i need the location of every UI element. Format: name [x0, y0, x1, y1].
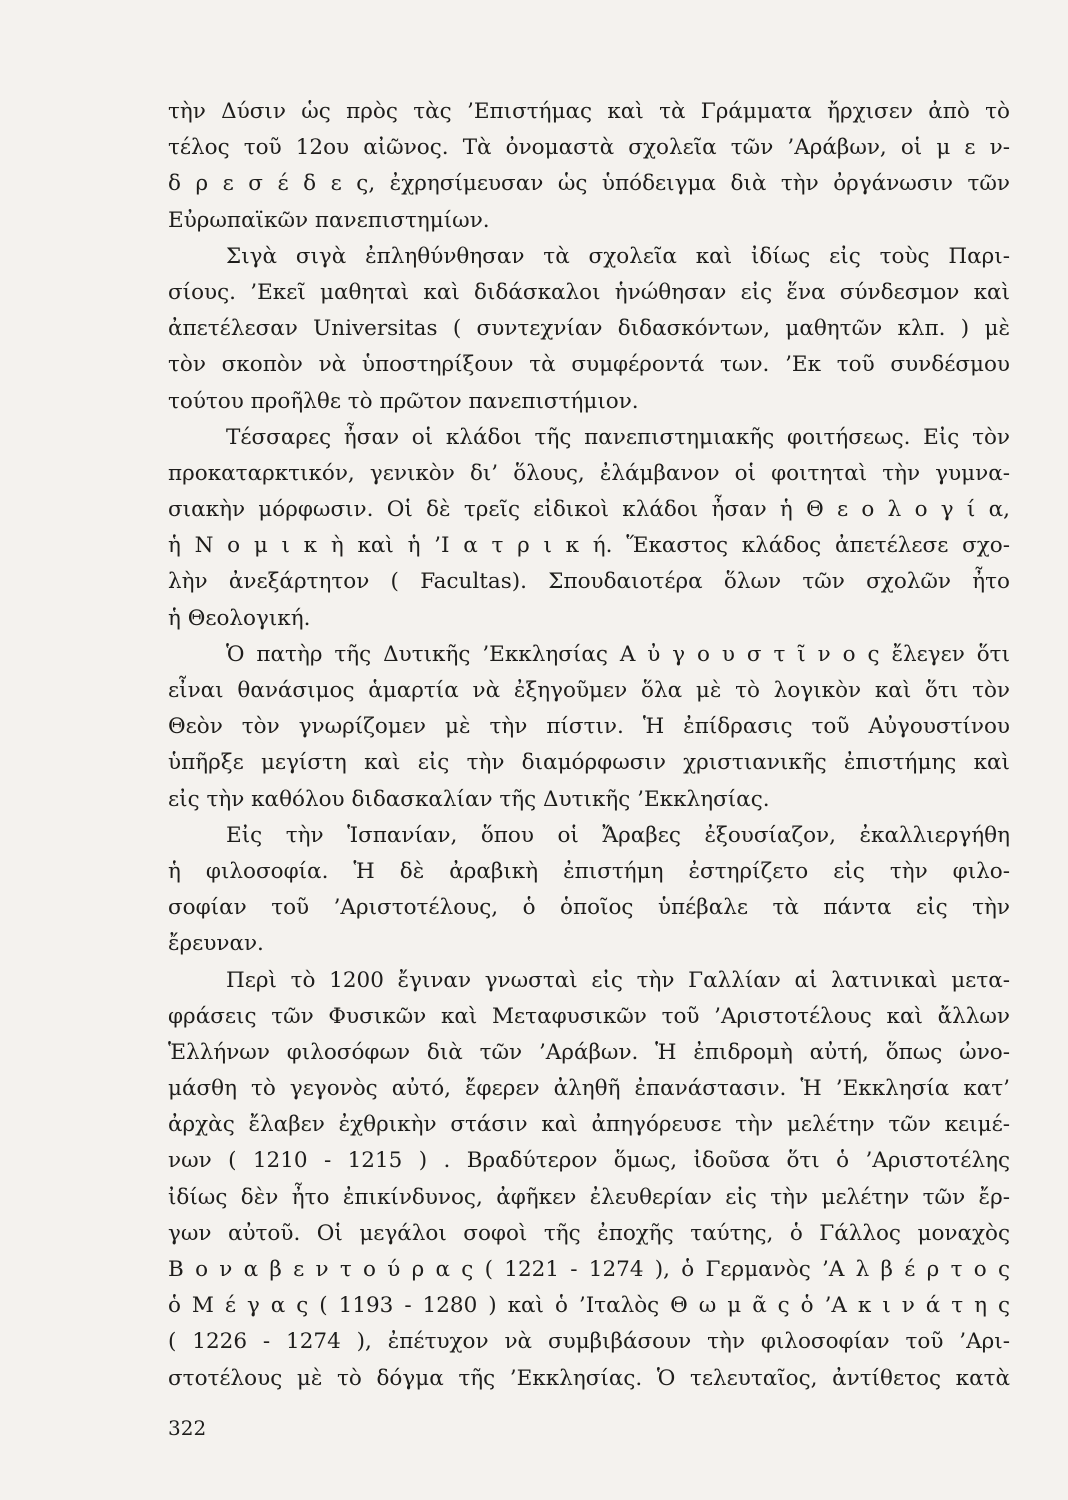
text-line: εἰς τὴν καθόλου διδασκαλίαν τῆς Δυτικῆς ’Εκκλησίας. [168, 786, 770, 812]
text-line: δ ρ ε σ έ δ ε ς, ἐχρησίμευσαν ὡς ὑπόδειγμα διὰ τὴν ὀργάνωσιν τῶν [168, 171, 1010, 197]
text-line: Εὐρωπαϊκῶν πανεπιστημίων. [168, 207, 490, 233]
text-line: προκαταρκτικόν, γενικὸν δι’ ὅλους, ἐλάμβανον οἱ φοιτηταὶ τὴν γυμνα- [168, 460, 1010, 486]
text-line: νων ( 1210 - 1215 ) . Βραδύτερον ὅμως, ἰδοῦσα ὅτι ὁ ’Αριστοτέλης [168, 1148, 1010, 1174]
body-text [168, 94, 1010, 1397]
text-line: ( 1226 - 1274 ), ἐπέτυχον νὰ συμβιβάσουν τὴν φιλοσοφίαν τοῦ ’Αρι- [168, 1329, 1010, 1355]
text-line: στοτέλους μὲ τὸ δόγμα τῆς ’Εκκλησίας. Ὁ τελευταῖος, ἀντίθετος κατὰ [168, 1365, 1010, 1391]
text-line: ἔρευναν. [168, 931, 264, 957]
text-line: λὴν ἀνεξάρτητον ( Facultas). Σπουδαιοτέρα ὅλων τῶν σχολῶν ἦτο [168, 569, 1010, 595]
text-line: σιακὴν μόρφωσιν. Οἱ δὲ τρεῖς εἰδικοὶ κλάδοι ἦσαν ἡ Θ ε ο λ ο γ ί α, [168, 497, 1010, 523]
text-line: Ὁ πατὴρ τῆς Δυτικῆς ’Εκκλησίας Α ὐ γ ο υ σ τ ῖ ν ο ς ἔλεγεν ὅτι [226, 641, 1010, 667]
text-line: ἡ φιλοσοφία. Ἡ δὲ ἀραβικὴ ἐπιστήμη ἐστηρίζετο εἰς τὴν φιλο- [168, 858, 1010, 884]
text-line: ἀρχὰς ἔλαβεν ἐχθρικὴν στάσιν καὶ ἀπηγόρευσε τὴν μελέτην τῶν κειμέ- [168, 1112, 1010, 1138]
text-line: ἡ Θεολογική. [168, 605, 311, 631]
text-line: γων αὐτοῦ. Οἱ μεγάλοι σοφοὶ τῆς ἐποχῆς ταύτης, ὁ Γάλλος μοναχὸς [168, 1220, 1010, 1246]
text-line: σοφίαν τοῦ ’Αριστοτέλους, ὁ ὁποῖος ὑπέβαλε τὰ πάντα εἰς τὴν [168, 895, 1010, 921]
text-line: ἰδίως δὲν ἦτο ἐπικίνδυνος, ἀφῆκεν ἐλευθερίαν εἰς τὴν μελέτην τῶν ἔρ- [168, 1184, 1010, 1210]
text-line: Ἑλλήνων φιλοσόφων διὰ τῶν ’Αράβων. Ἡ ἐπιδρομὴ αὐτή, ὅπως ὠνο- [168, 1039, 1010, 1065]
text-line: σίους. ’Εκεῖ μαθηταὶ καὶ διδάσκαλοι ἡνώθησαν εἰς ἕνα σύνδεσμον καὶ [168, 279, 1010, 305]
text-line: Θεὸν τὸν γνωρίζομεν μὲ τὴν πίστιν. Ἡ ἐπίδρασις τοῦ Αὐγουστίνου [168, 714, 1010, 740]
text-line: εἶναι θανάσιμος ἁμαρτία νὰ ἐξηγοῦμεν ὅλα μὲ τὸ λογικὸν καὶ ὅτι τὸν [168, 678, 1010, 703]
text-line: ἀπετέλεσαν Universitas ( συντεχνίαν διδασκόντων, μαθητῶν κλπ. ) μὲ [168, 316, 1010, 342]
page-number: 322 [168, 1416, 207, 1440]
text-line: τὸν σκοπὸν νὰ ὑποστηρίξουν τὰ συμφέροντά των. ’Εκ τοῦ συνδέσμου [168, 352, 1010, 378]
text-line: Περὶ τὸ 1200 ἔγιναν γνωσταὶ εἰς τὴν Γαλλίαν αἱ λατινικαὶ μετα- [226, 967, 1010, 993]
text-line: Εἰς τὴν Ἱσπανίαν, ὅπου οἱ Ἄραβες ἐξουσίαζον, ἐκαλλιεργήθη [226, 822, 1010, 848]
text-line: ἡ Ν ο μ ι κ ὴ καὶ ἡ ’Ι α τ ρ ι κ ή. Ἕκαστος κλάδος ἀπετέλεσε σχο- [168, 533, 1010, 559]
text-line: Σιγὰ σιγὰ ἐπληθύνθησαν τὰ σχολεῖα καὶ ἰδίως εἰς τοὺς Παρι- [226, 243, 1010, 269]
text-line: Β ο ν α β ε ν τ ο ύ ρ α ς ( 1221 - 1274 ), ὁ Γερμανὸς ’Α λ β έ ρ τ ο ς [168, 1257, 1010, 1282]
text-line: Τέσσαρες ἦσαν οἱ κλάδοι τῆς πανεπιστημιακῆς φοιτήσεως. Εἰς τὸν [226, 424, 1010, 450]
text-line: τὴν Δύσιν ὡς πρὸς τὰς ’Επιστήμας καὶ τὰ Γράμματα ἤρχισεν ἀπὸ τὸ [168, 99, 1010, 124]
text-line: μάσθη τὸ γεγονὸς αὐτό, ἔφερεν ἀληθῆ ἐπανάστασιν. Ἡ ’Εκκλησία κατ’ [168, 1076, 1010, 1102]
text-line: φράσεις τῶν Φυσικῶν καὶ Μεταφυσικῶν τοῦ ’Αριστοτέλους καὶ ἄλλων [168, 1003, 1010, 1029]
text-line: ὑπῆρξε μεγίστη καὶ εἰς τὴν διαμόρφωσιν χριστιανικῆς ἐπιστήμης καὶ [168, 750, 1010, 776]
text-line: τέλος τοῦ 12ου αἰῶνος. Τὰ ὀνομαστὰ σχολεῖα τῶν ’Αράβων, οἱ μ ε ν- [168, 135, 1010, 161]
text-line: τούτου προῆλθε τὸ πρῶτον πανεπιστήμιον. [168, 388, 639, 414]
text-line: ὁ Μ έ γ α ς ( 1193 - 1280 ) καὶ ὁ ’Ιταλὸς Θ ω μ ᾶ ς ὁ ’Α κ ι ν ά τ η ς [168, 1293, 1010, 1319]
